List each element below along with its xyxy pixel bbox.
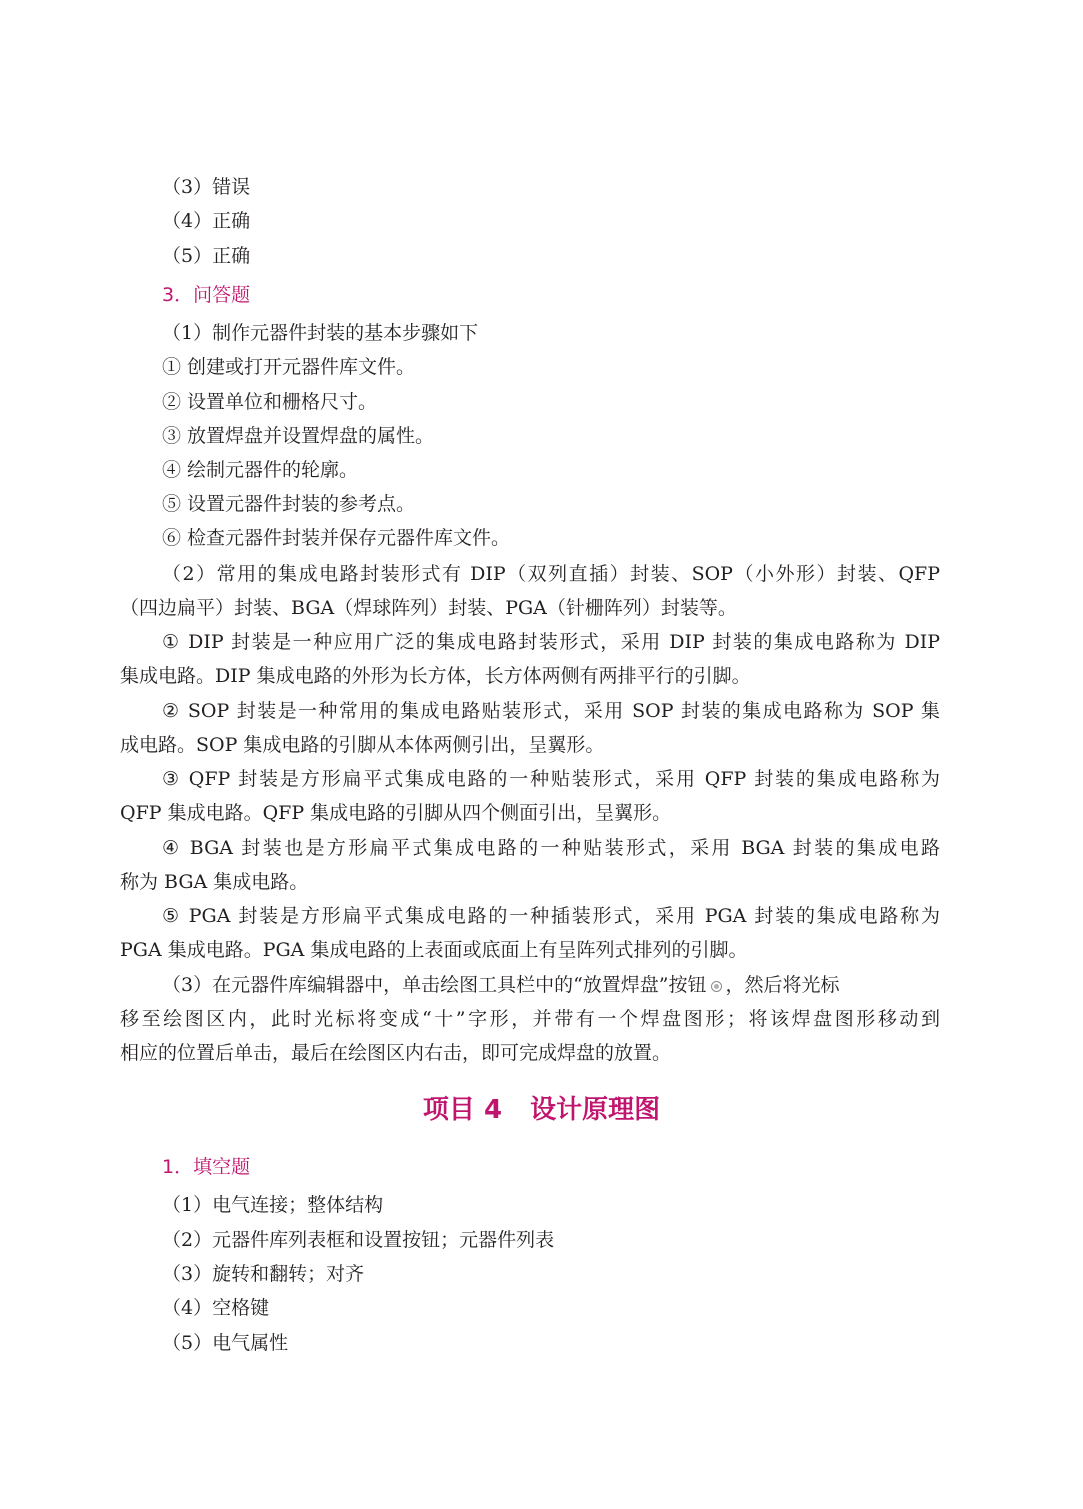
answer-line: （5）电气属性	[162, 1332, 289, 1354]
q3-line1-post: ，然后将光标	[725, 974, 840, 996]
paragraph-line: QFP 集成电路。QFP 集成电路的引脚从四个侧面引出，呈翼形。	[120, 802, 672, 824]
paragraph-line	[162, 973, 940, 997]
q3-line1-pre: （3）在元器件库编辑器中，单击绘图工具栏中的“放置焊盘”按钮	[162, 974, 707, 996]
answer-line: （5）正确	[162, 245, 251, 267]
answer-line: （1）电气连接；整体结构	[162, 1194, 384, 1216]
step-item: ④ 绘制元器件的轮廓。	[162, 459, 359, 481]
paragraph-line: 相应的位置后单击，最后在绘图区内右击，即可完成焊盘的放置。	[120, 1042, 672, 1064]
paragraph-line: ⑤ PGA 封装是方形扁平式集成电路的一种插装形式，采用 PGA 封装的集成电路称为	[162, 905, 940, 927]
step-item: ⑤ 设置元器件封装的参考点。	[162, 493, 416, 515]
paragraph-line: 成电路。SOP 集成电路的引脚从本体两侧引出，呈翼形。	[120, 734, 605, 756]
section-heading-fill: 1．填空题	[162, 1156, 251, 1178]
answer-line: （4）空格键	[162, 1297, 270, 1319]
step-item: ① 创建或打开元器件库文件。	[162, 356, 416, 378]
paragraph-line: （四边扁平）封装、BGA（焊球阵列）封装、PGA（针栅阵列）封装等。	[120, 597, 737, 619]
paragraph-line: 集成电路。DIP 集成电路的外形为长方体，长方体两侧有两排平行的引脚。	[120, 665, 751, 687]
answer-line: （4）正确	[162, 210, 251, 232]
step-item: ⑥ 检查元器件封装并保存元器件库文件。	[162, 527, 511, 549]
step-item: ② 设置单位和栅格尺寸。	[162, 391, 378, 413]
paragraph-line: ③ QFP 封装是方形扁平式集成电路的一种贴装形式，采用 QFP 封装的集成电路称为	[162, 768, 940, 790]
paragraph-line: 移至绘图区内，此时光标将变成“十”字形，并带有一个焊盘图形；将该焊盘图形移动到	[120, 1008, 940, 1030]
question-intro: （1）制作元器件封装的基本步骤如下	[162, 322, 479, 344]
paragraph-line: （2）常用的集成电路封装形式有 DIP（双列直插）封装、SOP（小外形）封装、QFP	[162, 563, 940, 585]
paragraph-line: 称为 BGA 集成电路。	[120, 871, 309, 893]
place-pad-icon	[711, 981, 722, 992]
answer-line: （3）旋转和翻转；对齐	[162, 1263, 365, 1285]
paragraph-line: PGA 集成电路。PGA 集成电路的上表面或底面上有呈阵列式排列的引脚。	[120, 939, 748, 961]
answer-line: （3）错误	[162, 176, 251, 198]
paragraph-line: ① DIP 封装是一种应用广泛的集成电路封装形式，采用 DIP 封装的集成电路称为 DIP	[162, 631, 940, 653]
step-item: ③ 放置焊盘并设置焊盘的属性。	[162, 425, 435, 447]
project-title	[0, 1093, 1083, 1127]
project-name: 设计原理图	[530, 1095, 661, 1125]
section-heading-qa: 3．问答题	[162, 284, 251, 306]
paragraph-line: ② SOP 封装是一种常用的集成电路贴装形式，采用 SOP 封装的集成电路称为 SOP 集	[162, 700, 940, 722]
answer-line: （2）元器件库列表框和设置按钮；元器件列表	[162, 1229, 555, 1251]
project-number: 项目 4	[422, 1095, 503, 1125]
paragraph-line: ④ BGA 封装也是方形扁平式集成电路的一种贴装形式，采用 BGA 封装的集成电路	[162, 837, 940, 859]
